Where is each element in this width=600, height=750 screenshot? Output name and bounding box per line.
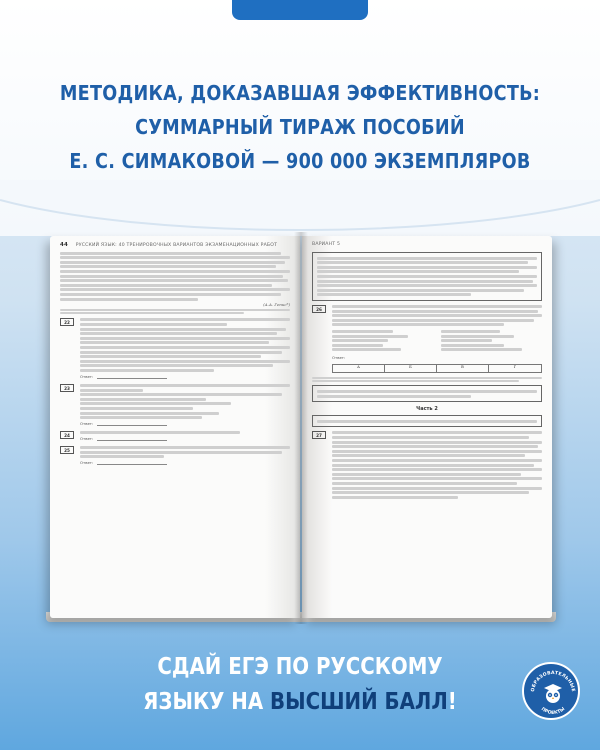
question-number: 23 — [60, 384, 74, 392]
slogan-highlight: ВЫСШИЙ БАЛЛ — [270, 689, 448, 715]
publisher-badge — [522, 662, 580, 720]
header-tab-decoration — [232, 0, 368, 20]
answer-label: Ответ: — [332, 354, 346, 360]
question-number: 24 — [60, 431, 74, 439]
slogan-line-2 — [42, 685, 558, 720]
right-note-text — [302, 377, 552, 383]
headline-line-2: СУММАРНЫЙ ТИРАЖ ПОСОБИЙ — [135, 115, 465, 139]
instruction-box-3 — [312, 415, 542, 427]
slogan-line-2-end: ! — [447, 689, 457, 715]
slogan-line-2-start: ЯЗЫКУ НА — [143, 689, 271, 715]
book-page-right — [302, 236, 552, 618]
answer-column: А — [333, 365, 385, 372]
question-number: 25 — [60, 446, 74, 454]
answer-column: В — [437, 365, 489, 372]
slogan-line-1: СДАЙ ЕГЭ ПО РУССКОМУ — [157, 654, 443, 680]
left-body-text — [50, 252, 300, 315]
author-credit: (А.А. Генис*) — [263, 302, 290, 308]
question-block — [50, 431, 300, 442]
left-page-number: 44 — [60, 242, 69, 248]
answer-column: Г — [513, 364, 517, 369]
answer-grid — [332, 364, 542, 373]
question-number: 26 — [312, 305, 326, 313]
answer-label: Ответ: — [80, 373, 94, 379]
book-page-left — [50, 236, 300, 618]
svg-text:ПРОЕКТЫ — [540, 706, 566, 716]
question-block — [302, 431, 552, 498]
slogan — [42, 650, 558, 720]
instruction-box — [312, 252, 542, 301]
instruction-box-2 — [312, 385, 542, 402]
question-number: 22 — [60, 318, 74, 326]
left-page-header — [50, 236, 300, 250]
answer-column: Б — [385, 365, 437, 372]
left-running-head: РУССКИЙ ЯЗЫК: 40 ТРЕНИРОВОЧНЫХ ВАРИАНТОВ ЭКЗАМЕНАЦИОННЫХ РАБОТ — [75, 243, 278, 248]
question-block — [50, 446, 300, 466]
open-book — [40, 232, 562, 624]
question-block — [50, 318, 300, 380]
question-block — [50, 384, 300, 427]
book-spine — [294, 232, 308, 624]
owl-icon — [524, 664, 582, 722]
part-label: Часть 2 — [416, 406, 438, 413]
right-running-head: ВАРИАНТ 5 — [312, 242, 341, 247]
headline-line-1: МЕТОДИКА, ДОКАЗАВШАЯ ЭФФЕКТИВНОСТЬ: — [59, 81, 541, 105]
answer-label: Ответ: — [80, 436, 94, 442]
answer-label: Ответ: — [80, 421, 94, 427]
question-block — [302, 305, 552, 361]
question-number: 27 — [312, 431, 326, 439]
badge-top-text: ОБРАЗОВАТЕЛЬНЫЕ — [530, 670, 576, 693]
headline — [42, 76, 558, 178]
right-page-header — [302, 236, 552, 249]
headline-line-3: Е. С. СИМАКОВОЙ — 900 000 ЭКЗЕМПЛЯРОВ — [69, 149, 531, 173]
badge-bottom-text: ПРОЕКТЫ — [539, 706, 567, 717]
answer-label: Ответ: — [80, 460, 94, 466]
